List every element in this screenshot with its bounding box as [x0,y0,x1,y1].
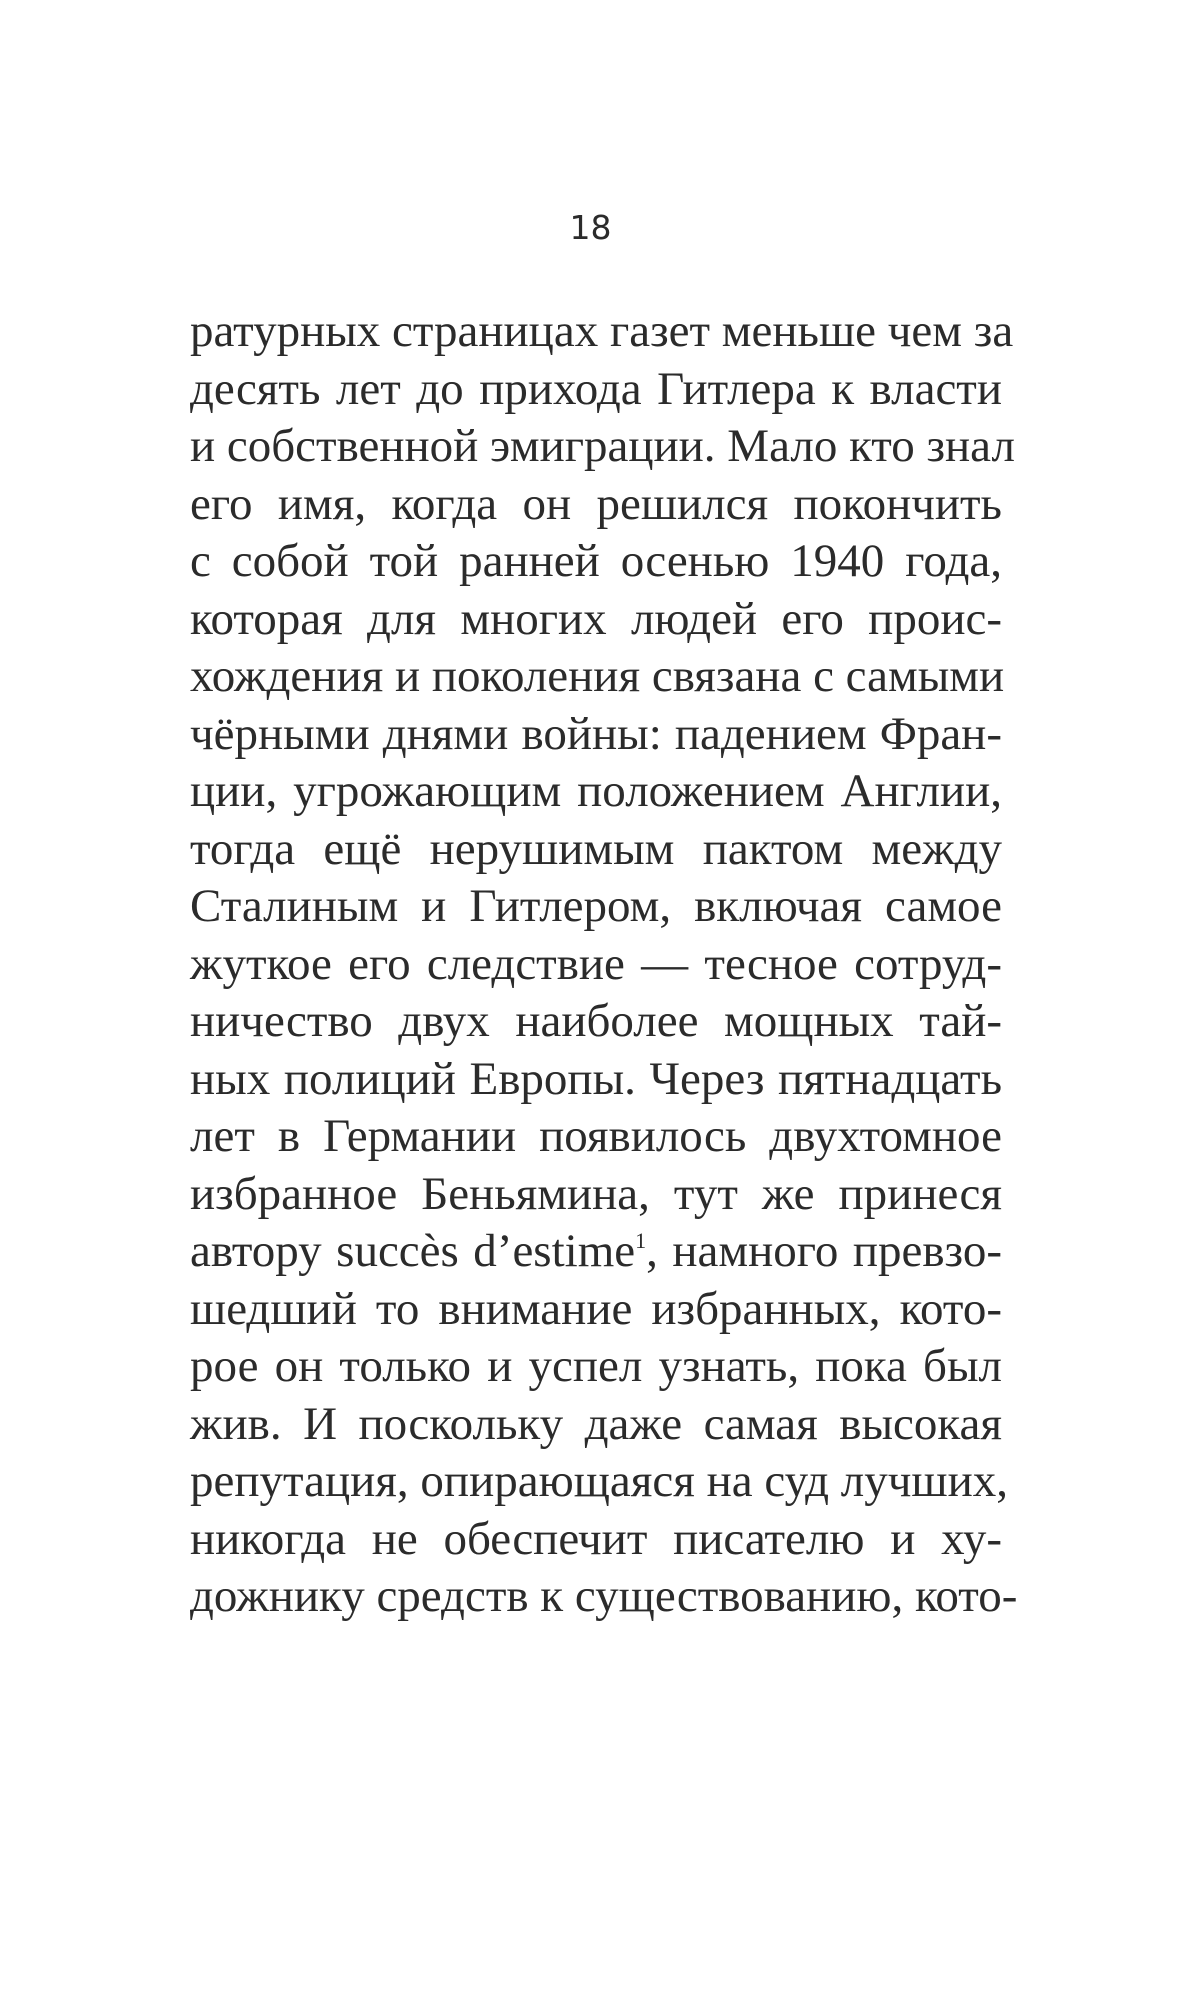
text-line: и собственной эмиграции. Мало кто знал [190,420,1015,472]
text-line: хождения и поколения связана с самыми [190,650,1005,702]
footnote-marker[interactable]: 1 [635,1228,647,1253]
text-line: его имя, когда он решился покончить [190,477,1002,530]
text-line: ции, угрожающим положением Англии, [190,765,1002,817]
text-line: шедший то внимание избранных, кото- [190,1282,1002,1335]
text-line: рое он только и успел узнать, пока был [190,1340,1002,1392]
text-line: ратурных страницах газет меньше чем за [190,305,1014,357]
text-line: чёрными днями войны: падением Фран- [190,707,1002,760]
text-line: никогда не обеспечит писателю и ху- [190,1512,1002,1565]
text-line: которая для многих людей его проис- [190,592,1002,645]
text-fragment: , намного превзо- [646,1225,1002,1277]
text-line: тогда ещё нерушимым пактом между [190,822,1002,875]
text-line: дожнику средств к существованию, кото- [190,1570,1018,1622]
text-line: жуткое его следствие — тесное сотруд- [190,937,1002,990]
text-line: десять лет до прихода Гитлера к власти [190,362,1002,415]
body-text [190,303,1018,1626]
text-line: избранное Беньямина, тут же принеся [190,1167,1002,1220]
text-line: Сталиным и Гитлером, включая самое [190,880,1002,932]
text-fragment: автору succès d’estime [190,1225,636,1277]
text-line: с собой той ранней осенью 1940 года, [190,535,1002,587]
text-line: ных полиций Европы. Через пятнадцать [190,1052,1002,1105]
text-line: лет в Германии появилось двухтомное [190,1110,1002,1162]
text-line: ничество двух наиболее мощных тай- [190,995,1002,1047]
text-line: репутация, опирающаяся на суд лучших, [190,1455,1008,1507]
page-number: 18 [569,208,612,247]
text-line-with-footnote [190,1223,1002,1281]
text-line: жив. И поскольку даже самая высокая [190,1397,1002,1450]
